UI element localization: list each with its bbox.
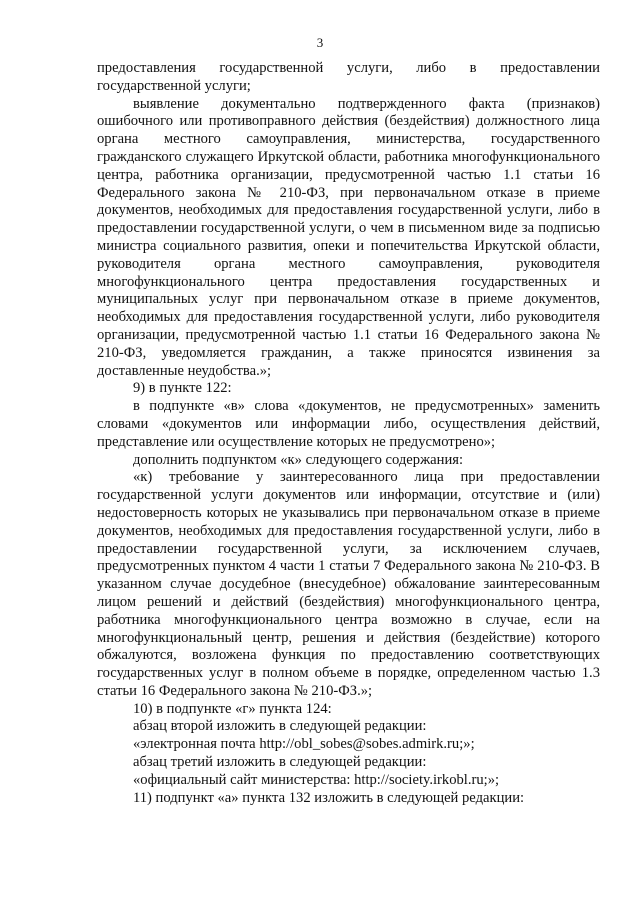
paragraph: 9) в пункте 122: xyxy=(133,380,232,397)
paragraph: выявление документально подтвержденного факта (признаков) ошибочного или противоправного действия (бездействия) должностного лица органа местного самоуправления, министерства, государственного гражданского служащего Иркутской области, работника многофункционального центра, работника организации, предусмотренной частью 1.1 статьи 16 Федерального закона № 210-ФЗ, при первоначальном отказе в приеме документов, необходимых для предоставления государственной услуги, либо в предоставлении государственной услуги, о чем в письменном виде за подписью министра социального развития, опеки и попечительства Иркутской области, руководителя органа местного самоуправления, руководителя многофункционального центра предоставления государственных и муниципальных услуг при первоначальном отказе в приеме документов, необходимых для предоставления государственной услуги, либо руководителя организации, предусмотренной частью 1.1 статьи 16 Федерального закона № 210-ФЗ, уведомляется гражданин, а также приносятся извинения за доставленные неудобства.»; xyxy=(97,95,600,379)
paragraph: 11) подпункт «а» пункта 132 изложить в следующей редакции: xyxy=(133,789,525,806)
paragraph: 10) в подпункте «г» пункта 124: xyxy=(133,700,332,717)
paragraph: «к) требование у заинтересованного лица при предоставлении государственной услуги документов или информации, отсутствие и (или) недостоверность которых не указывались при первоначальном отказе в приеме документов, необходимых для предоставления государственной услуги, либо в предоставлении государственной услуги, за исключением случаев, предусмотренных пунктом 4 части 1 статьи 7 Федерального закона № 210-ФЗ. В указанном случае досудебное (внесудебное) обжалование заинтересованным лицом решений и действий (бездействия) многофункционального центра, работника многофункционального центра возможно в случае, если на многофункциональный центр, решения и действия (бездействие) которого обжалуются, возложена функция по предоставлению соответствующих государственных услуг в полном объеме в порядке, определенном частью 1.3 статьи 16 Федерального закона № 210-ФЗ.»; xyxy=(97,469,600,699)
paragraph: дополнить подпунктом «к» следующего содержания: xyxy=(133,451,464,468)
page-number: 3 xyxy=(316,35,324,50)
paragraph: предоставления государственной услуги, либо в предоставлении государственной услуги; xyxy=(97,60,600,94)
paragraph: «официальный сайт министерства: http://society.irkobl.ru;»; xyxy=(133,771,500,788)
paragraph: «электронная почта http://obl_sobes@sobes.admirk.ru;»; xyxy=(133,736,475,753)
paragraph: абзац второй изложить в следующей редакции: xyxy=(133,718,427,735)
paragraph: в подпункте «в» слова «документов, не предусмотренных» заменить словами «документов или информации либо, осуществления действий, представление или осуществление которых не предусмотрено»; xyxy=(97,398,600,450)
paragraph: абзац третий изложить в следующей редакции: xyxy=(133,754,427,771)
document-body xyxy=(97,60,600,807)
